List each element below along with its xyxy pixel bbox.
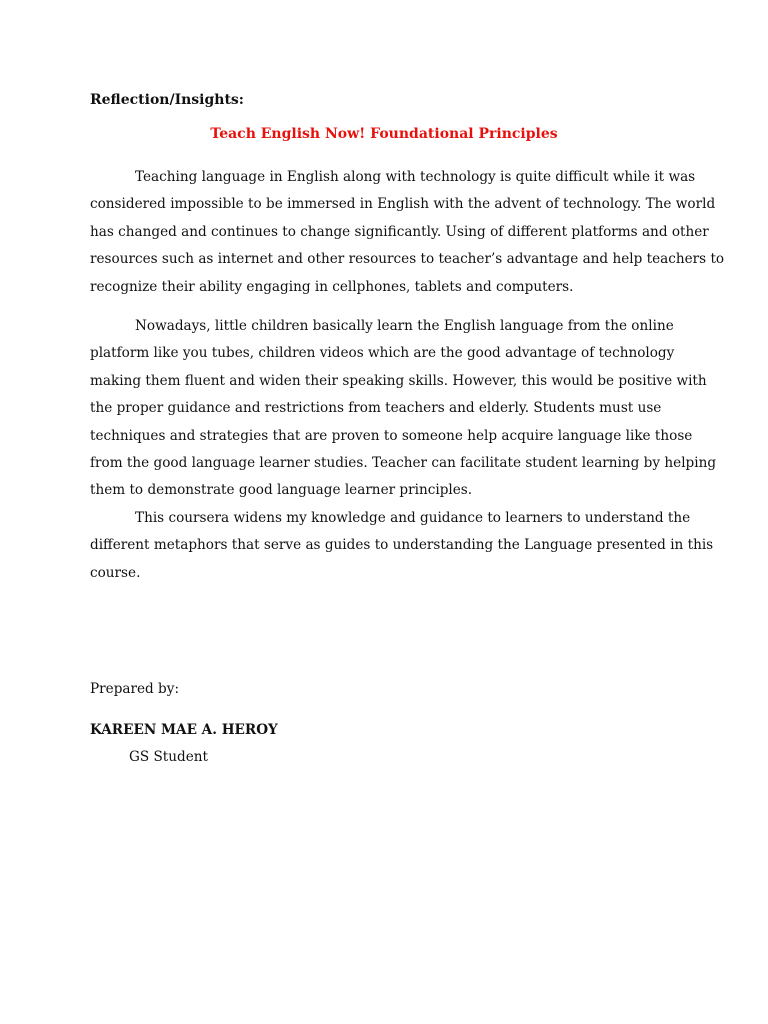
paragraph-line: the proper guidance and restrictions from teachers and elderly. Students must use [90,400,662,417]
document-body [90,164,725,587]
prepared-by-label: Prepared by: [90,681,180,697]
paragraph-line: Teaching language in English along with technology is quite difficult while it was [135,169,696,185]
paragraph-line: platform like you tubes, children videos which are the good advantage of technology [90,345,675,362]
paragraph-line: recognize their ability engaging in cellphones, tablets and computers. [90,278,574,295]
paragraph-line: considered impossible to be immersed in English with the advent of technology. The world [90,196,716,213]
paragraph-3 [90,505,714,587]
author-role: GS Student [129,749,208,765]
paragraph-line: Nowadays, little children basically learn the English language from the online [135,318,674,335]
author-name: KAREEN MAE A. HEROY [90,722,278,738]
document-title: Teach English Now! Foundational Principles [210,126,558,142]
paragraph-line: making them fluent and widen their speaking skills. However, this would be positive with [90,372,707,389]
paragraph-line: This coursera widens my knowledge and guidance to learners to understand the [135,509,691,526]
paragraph-line: different metaphors that serve as guides to understanding the Language presented in this [90,537,714,554]
paragraph-line: course. [90,564,141,581]
paragraph-2 [90,313,717,505]
section-heading: Reflection/Insights: [90,92,244,108]
paragraph-1 [90,164,725,301]
paragraph-line: has changed and continues to change significantly. Using of different platforms and other [90,223,709,240]
paragraph-line: resources such as internet and other resources to teacher’s advantage and help teachers to [90,251,725,268]
paragraph-line: from the good language learner studies. Teacher can facilitate student learning by helping [90,455,717,472]
paragraph-line: techniques and strategies that are proven to someone help acquire language like those [90,427,693,444]
paragraph-spacer [90,301,690,313]
paragraph-line: them to demonstrate good language learner principles. [90,482,473,499]
